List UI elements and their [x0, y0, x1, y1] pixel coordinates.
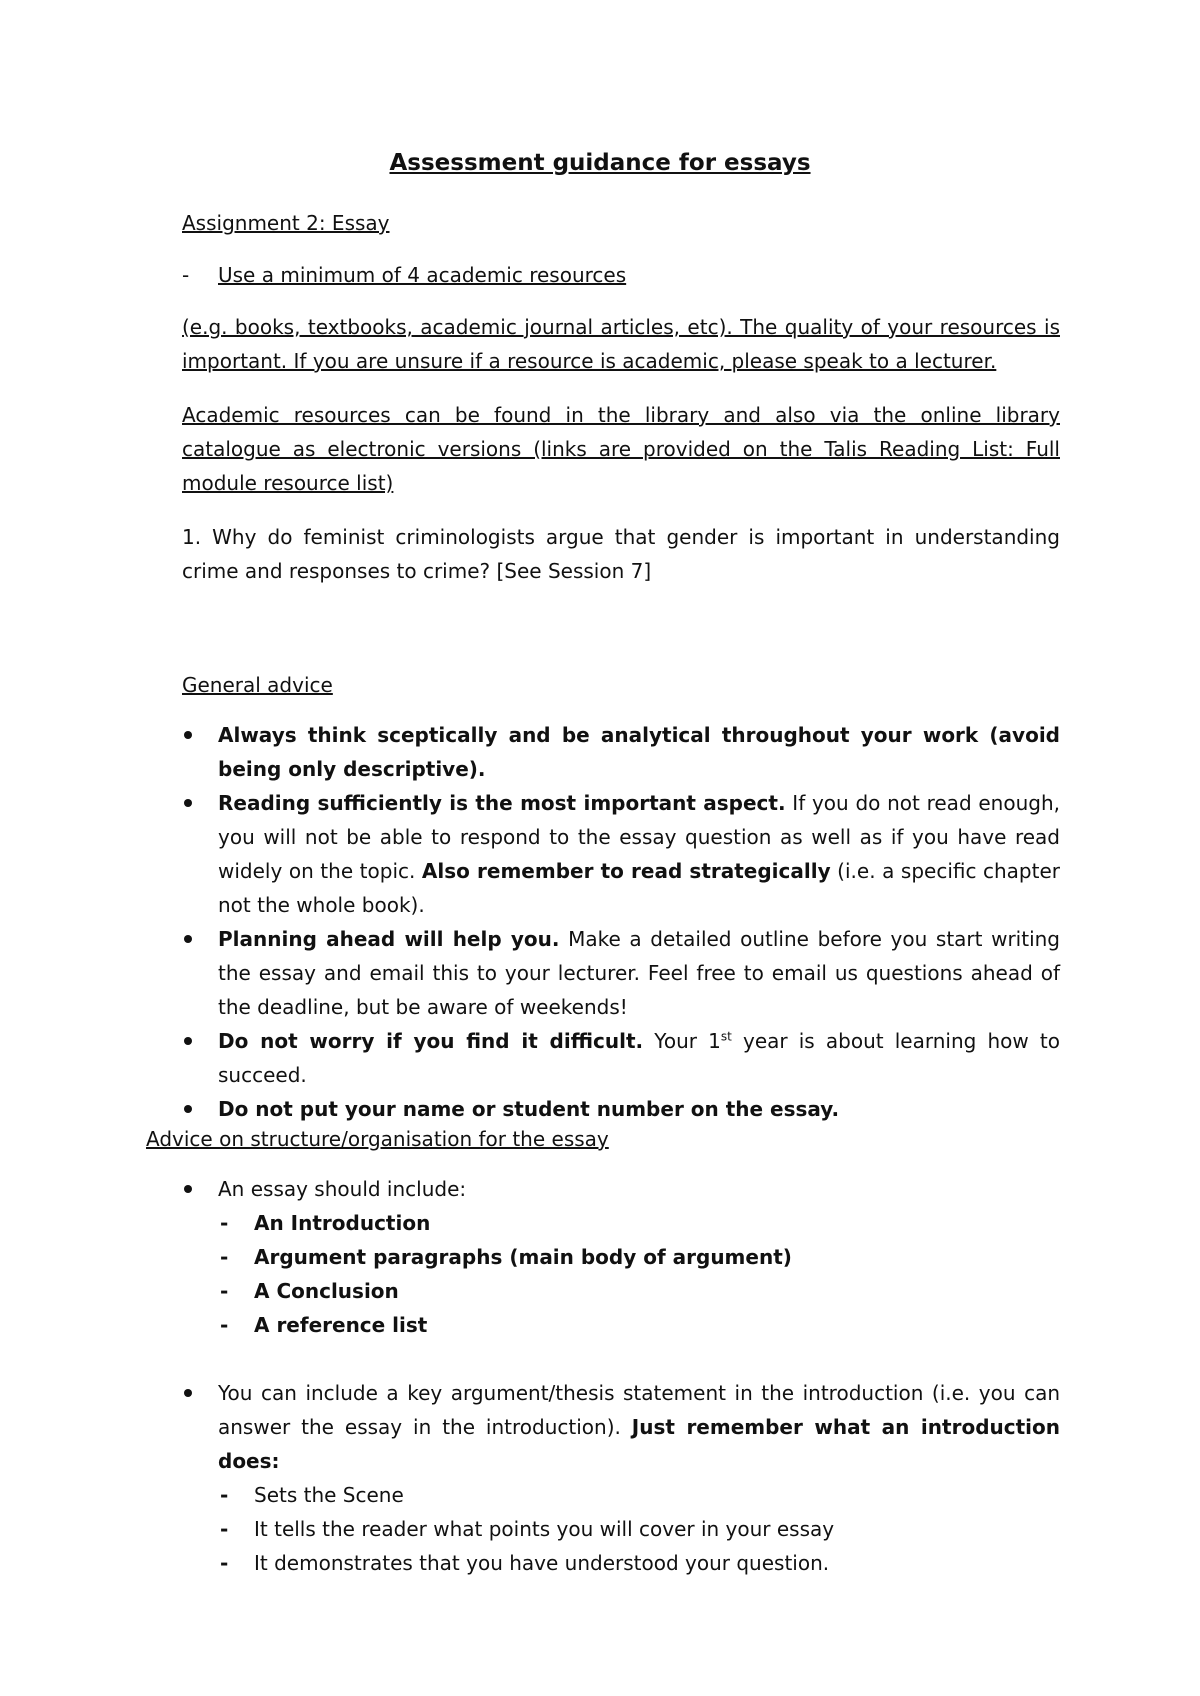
essay-question — [182, 520, 1060, 588]
document-title: Assessment guidance for essays — [389, 150, 811, 176]
general-advice-list — [182, 718, 1060, 1126]
bullet-icon — [184, 1389, 192, 1397]
list-item: Planning ahead will help you. Make a detailed outline before you start writing the essay and email this to your lecturer. Feel free to email us questions ahead of the deadline, but be aware of weekends! — [182, 922, 1060, 1024]
dash-marker: - — [220, 1279, 229, 1303]
dash-marker: - — [182, 263, 190, 287]
bullet-icon — [184, 731, 192, 739]
question-number: 1. — [182, 525, 202, 549]
bullet-icon — [184, 799, 192, 807]
list-item: Reading sufficiently is the most important aspect. If you do not read enough, you will not be able to respond to the essay question as well as if you have read widely on the topic. Also remember to read strategically (i.e. a specific chapter not the whole book). — [182, 786, 1060, 922]
general-advice-heading: General advice — [182, 673, 333, 697]
dash-marker: - — [220, 1245, 229, 1269]
bullet-icon — [184, 935, 192, 943]
resources-minimum: Use a minimum of 4 academic resources — [218, 263, 627, 287]
list-item: Do not put your name or student number on the essay. — [182, 1092, 1060, 1126]
dash-marker: - — [220, 1313, 229, 1337]
dash-marker: - — [220, 1551, 229, 1575]
dash-marker: - — [220, 1211, 229, 1235]
introduction-roles-list — [218, 1478, 1060, 1580]
list-item: - It tells the reader what points you will cover in your essay — [218, 1512, 1060, 1546]
question-text: Why do feminist criminologists argue that gender is important in understanding crime and responses to crime? [See Session 7] — [182, 525, 1060, 583]
resources-examples: (e.g. books, textbooks, academic journal articles, etc). The quality of your resources is important. If you are unsure if a resource is academic, please speak to a lecturer. — [182, 315, 1060, 373]
dash-marker: - — [220, 1483, 229, 1507]
list-item: - Argument paragraphs (main body of argument) — [218, 1240, 1060, 1274]
resources-minimum-line — [182, 258, 626, 292]
structure-list — [182, 1172, 1060, 1580]
list-item: - An Introduction — [218, 1206, 1060, 1240]
dash-marker: - — [220, 1517, 229, 1541]
bullet-icon — [184, 1105, 192, 1113]
essay-components-list — [218, 1206, 1060, 1342]
resources-where: Academic resources can be found in the library and also via the online library catalogue as electronic versions (links are provided on the Talis Reading List: Full module resource list) — [182, 403, 1060, 495]
list-item: - It demonstrates that you have understood your question. — [218, 1546, 1060, 1580]
list-item: - A Conclusion — [218, 1274, 1060, 1308]
bullet-icon — [184, 1037, 192, 1045]
structure-heading: Advice on structure/organisation for the essay — [146, 1127, 609, 1151]
list-item: An essay should include: - An Introduction - Argument paragraphs (main body of argument) - A Conclusion - A reference list — [182, 1172, 1060, 1342]
bullet-icon — [184, 1185, 192, 1193]
list-item: Do not worry if you find it difficult. Your 1st year is about learning how to succeed. — [182, 1024, 1060, 1092]
list-item: - A reference list — [218, 1308, 1060, 1342]
list-item: You can include a key argument/thesis statement in the introduction (i.e. you can answer the essay in the introduction). Just remember what an introduction does: - Sets the Scene - It tells the reader what points you will cover in your essay - It demonstrates that you have understood your question. — [182, 1376, 1060, 1580]
assignment-heading: Assignment 2: Essay — [182, 211, 390, 235]
list-item: - Sets the Scene — [218, 1478, 1060, 1512]
list-item: Always think sceptically and be analytical throughout your work (avoid being only descriptive). — [182, 718, 1060, 786]
